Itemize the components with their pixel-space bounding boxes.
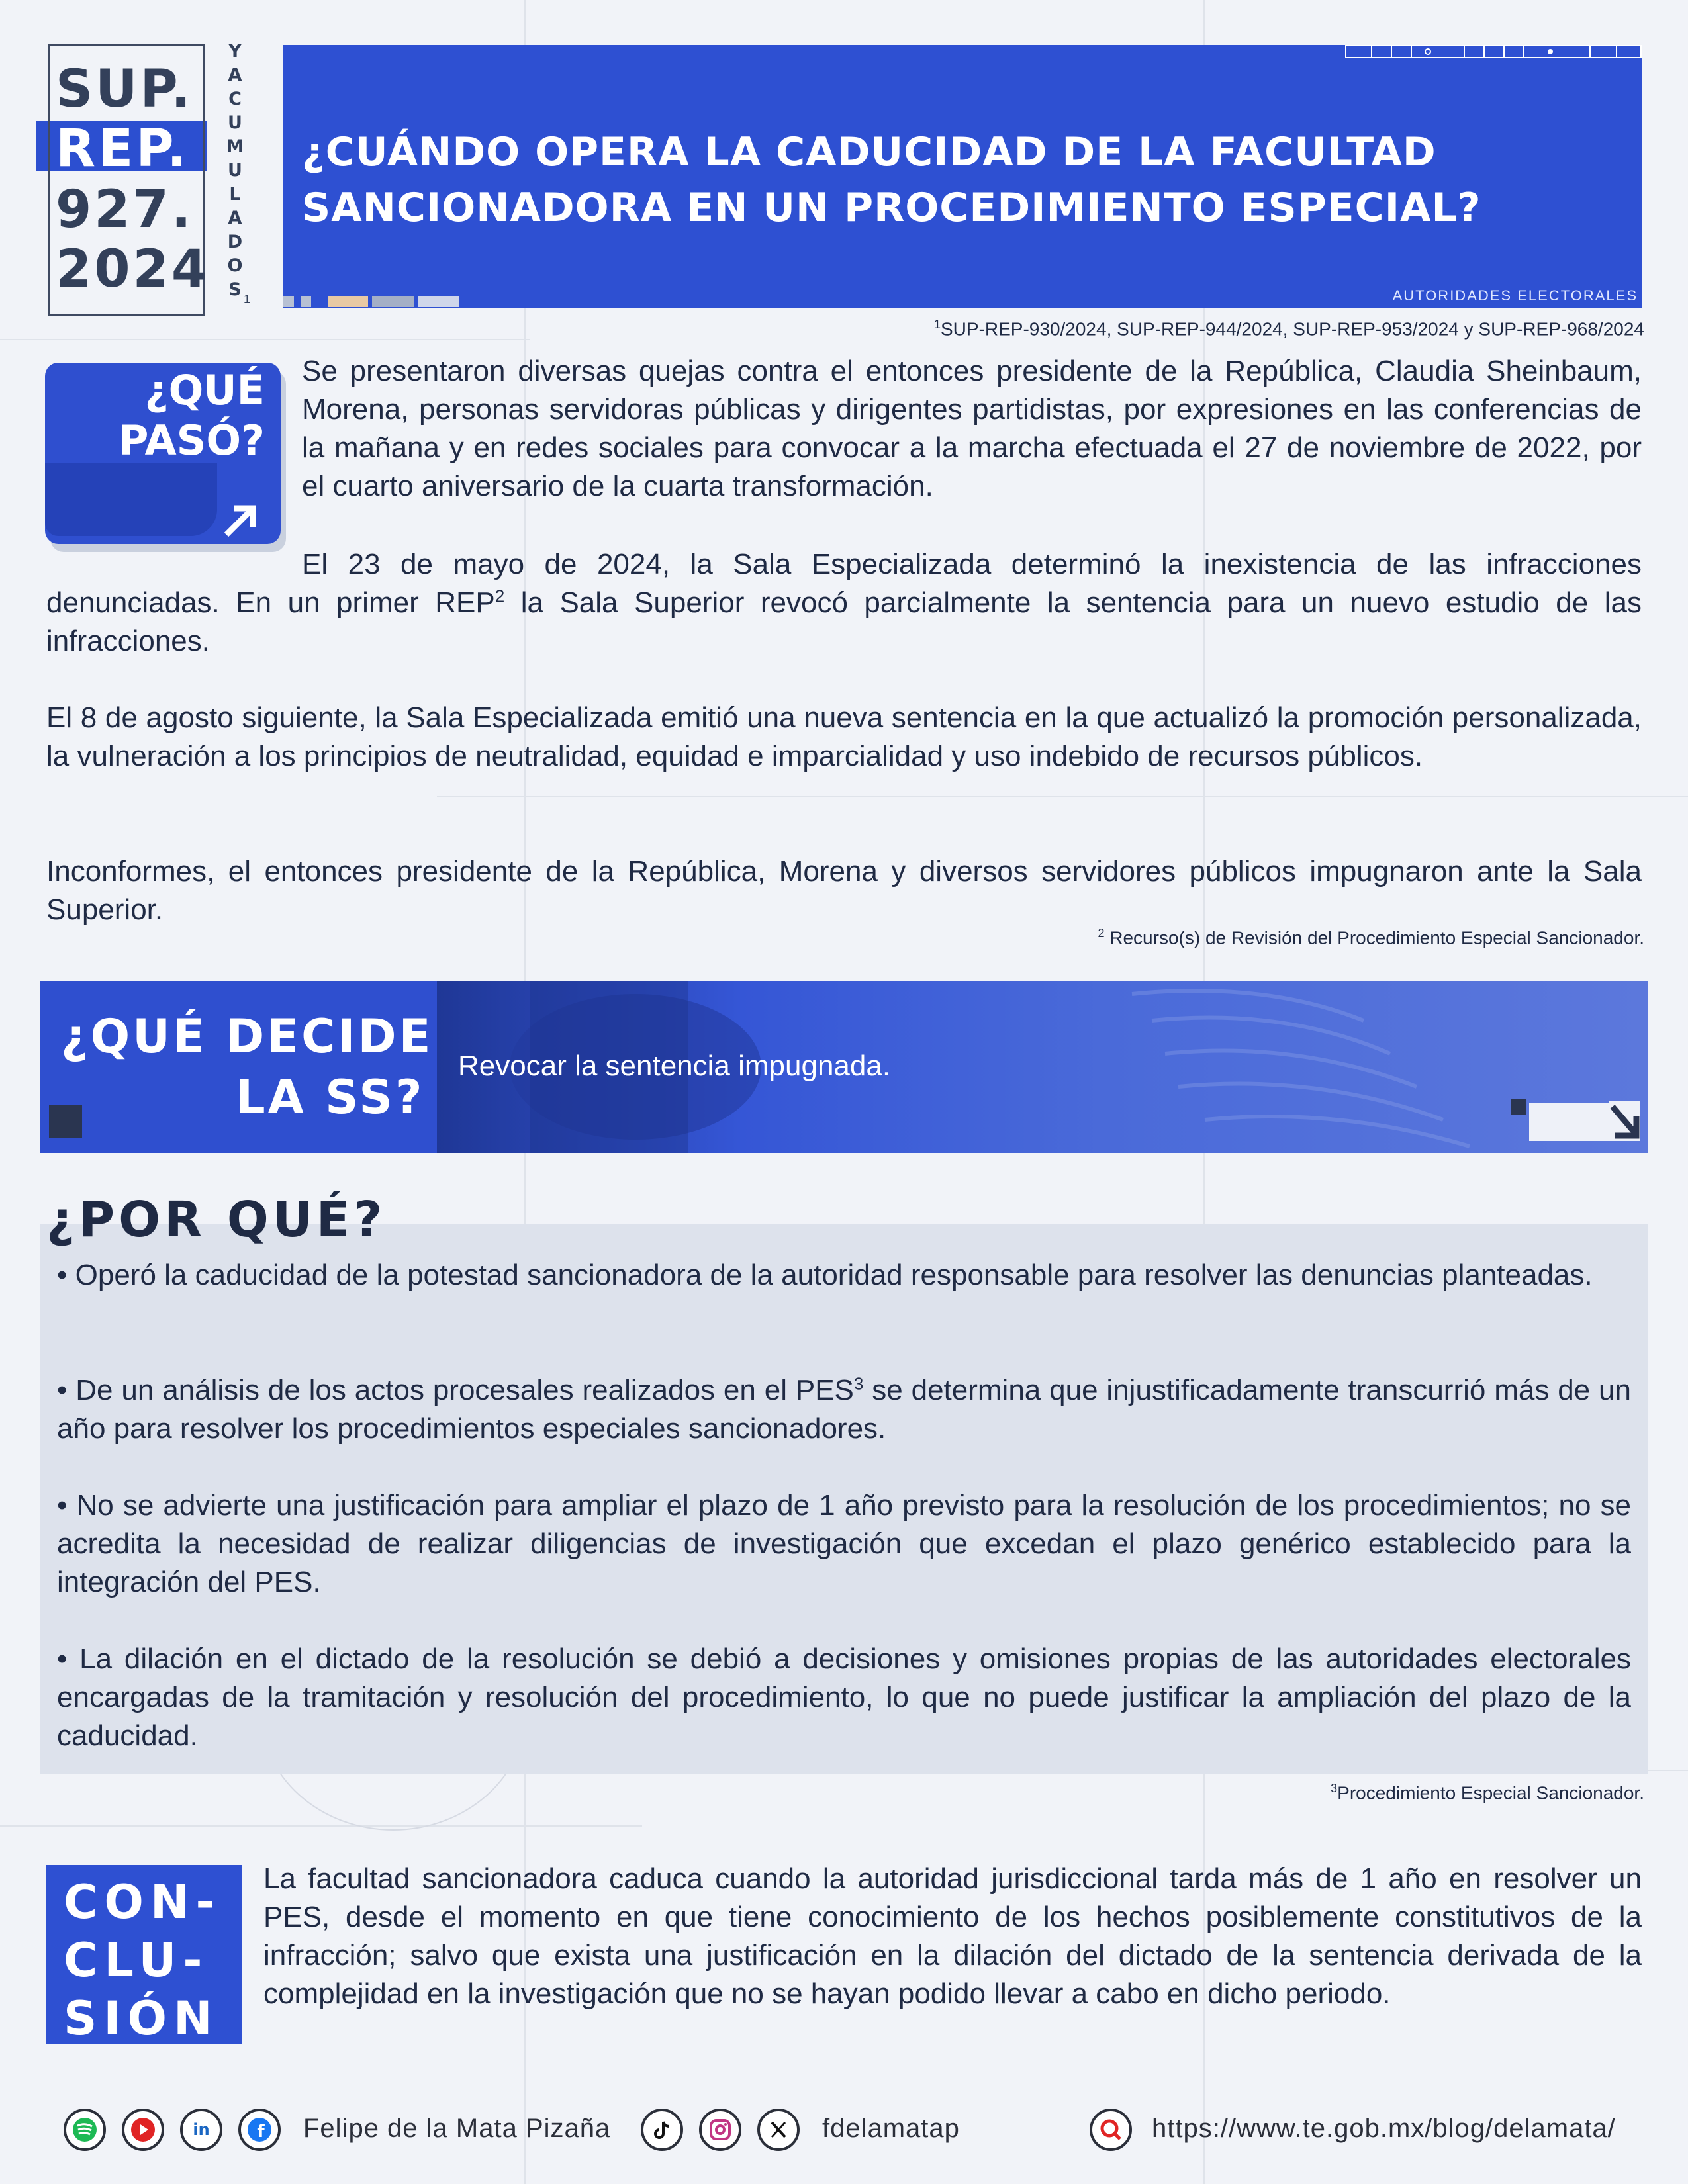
decide-corner-bar bbox=[1529, 1103, 1609, 1141]
spotify-icon[interactable] bbox=[64, 2109, 106, 2151]
vertical-letter: U bbox=[228, 113, 242, 133]
case-line-3: 927. bbox=[56, 180, 194, 240]
web-icon[interactable] bbox=[1090, 2109, 1132, 2151]
instagram-icon[interactable] bbox=[699, 2109, 741, 2151]
case-line-2: REP. bbox=[56, 119, 189, 179]
que-paso-paragraph-2: El 23 de mayo de 2024, la Sala Especializada determinó la inexistencia de las infracciones denunciadas. En un primer REP$^2$ la Sala Superior revocó parcialmente la sentencia para un nuevo estudio de las infracciones. bbox=[46, 548, 1642, 657]
vertical-letter: D bbox=[227, 232, 243, 252]
que-paso-label: ¿QUÉ PASÓ? bbox=[118, 366, 265, 465]
conclusion-text: La facultad sancionadora caduca cuando la autoridad jurisdiccional tarda más de 1 año en resolver un PES, desde el momento en que tiene conocimiento de los hechos posiblemente constitutivos de la infracción; salvo que exista una justificación en la dilación del dictado de la sentencia derivada de la complejidad en la investigación que no se hayan podido llevar a cabo en dicho periodo. bbox=[263, 1862, 1642, 2010]
vertical-letter: Y bbox=[228, 41, 242, 62]
por-que-bullet-2: • De un análisis de los actos procesales realizados en el PES$^3$ se determina que injustificadamente transcurrió más de un año para resolver los procedimientos especiales sancionadores. bbox=[57, 1373, 1631, 1445]
vertical-letter: U bbox=[228, 160, 242, 181]
por-que-footnote: $^3$Procedimiento Especial Sancionador. bbox=[1331, 1782, 1644, 1803]
youtube-icon[interactable] bbox=[122, 2109, 164, 2151]
x-icon[interactable] bbox=[757, 2109, 800, 2151]
authority-label: AUTORIDADES ELECTORALES bbox=[1392, 287, 1638, 304]
linkedin-icon[interactable] bbox=[180, 2109, 222, 2151]
title-footnote: $^1$SUP-REP-930/2024, SUP-REP-944/2024, SUP-REP-953/2024 y SUP-REP-968/2024 bbox=[933, 318, 1644, 340]
que-paso-paragraph-1: Se presentaron diversas quejas contra el entonces presidente de la República, Claudia Sheinbaum, Morena, personas servidoras públicas y dirigentes partidistas, por expresiones en las conferencias de la mañana y en redes sociales para convocar a la marcha efectuada el 27 de noviembre de 2022, por el cuarto aniversario de la cuarta transformación. bbox=[302, 355, 1642, 502]
footer-name: Felipe de la Mata Pizaña bbox=[303, 2114, 611, 2143]
vertical-letter: O bbox=[227, 255, 243, 276]
vertical-letter: C bbox=[228, 89, 242, 109]
arrow-up-right-icon bbox=[220, 502, 259, 541]
arrow-down-right-icon bbox=[1609, 1101, 1640, 1141]
svg-text:f: f bbox=[257, 2122, 265, 2142]
por-que-bullet-4: • La dilación en el dictado de la resolución se debió a decisiones y omisiones propias de las autoridades electorales encargadas de la tramitación y resolución del procedimiento, lo que no puede justificar la ampliación del plazo de la caducidad. bbox=[57, 1643, 1631, 1752]
case-line-4: 2024 bbox=[56, 240, 211, 299]
vertical-letter: A bbox=[228, 208, 242, 228]
decide-corner-decoration bbox=[1511, 1099, 1526, 1115]
por-que-bullet-3: • No se advierte una justificación para ampliar el plazo de 1 año previsto para la resolución de los procedimientos; no se acredita la necesidad de realizar diligencias de investigación que excedan el plazo genérico establecido para la integración del PES. bbox=[57, 1489, 1631, 1598]
por-que-bullet-1: • Operó la caducidad de la potestad sancionadora de la autoridad responsable para resolver las denuncias planteadas. bbox=[57, 1259, 1593, 1291]
decide-answer: Revocar la sentencia impugnada. bbox=[458, 1050, 891, 1082]
vertical-letter: S bbox=[228, 279, 242, 300]
que-paso-wave bbox=[45, 463, 217, 536]
banner-color-strip bbox=[283, 296, 459, 308]
que-paso-paragraph-4: Inconformes, el entonces presidente de la República, Morena y diversos servidores públicos impugnaron ante la Sala Superior. bbox=[46, 855, 1642, 926]
que-paso-paragraph-3: El 8 de agosto siguiente, la Sala Especializada emitió una nueva sentencia en la que actualizó la promoción personalizada, la vulneración a los principios de neutralidad, equidad e imparcialidad y uso indebido de recursos públicos. bbox=[46, 702, 1642, 772]
que-paso-footnote: $^2$ Recurso(s) de Revisión del Procedimiento Especial Sancionador. bbox=[1098, 927, 1644, 948]
decide-square-decoration bbox=[49, 1105, 82, 1138]
vertical-letter: A bbox=[228, 65, 242, 85]
footer-url[interactable]: https://www.te.gob.mx/blog/delamata/ bbox=[1152, 2114, 1616, 2143]
page-title: ¿CUÁNDO OPERA LA CADUCIDAD DE LA FACULTAD SANCIONADORA EN UN PROCEDIMIENTO ESPECIAL? bbox=[302, 129, 1481, 231]
decide-label: ¿QUÉ DECIDE LA SS? bbox=[61, 1009, 434, 1124]
tiktok-icon[interactable] bbox=[641, 2109, 683, 2151]
svg-text:in: in bbox=[193, 2120, 210, 2139]
vertical-letter: L bbox=[229, 184, 241, 205]
facebook-icon[interactable] bbox=[238, 2109, 281, 2151]
vertical-superscript: 1 bbox=[244, 293, 251, 306]
banner-ruler-decoration bbox=[1345, 45, 1643, 60]
por-que-title: ¿POR QUÉ? bbox=[46, 1191, 387, 1248]
conclusion-label: CON- CLU- SIÓN bbox=[64, 1875, 222, 2046]
vertical-letter: M bbox=[226, 136, 244, 157]
case-line-1: SUP. bbox=[56, 60, 193, 119]
footer-handle: fdelamatap bbox=[822, 2114, 960, 2143]
